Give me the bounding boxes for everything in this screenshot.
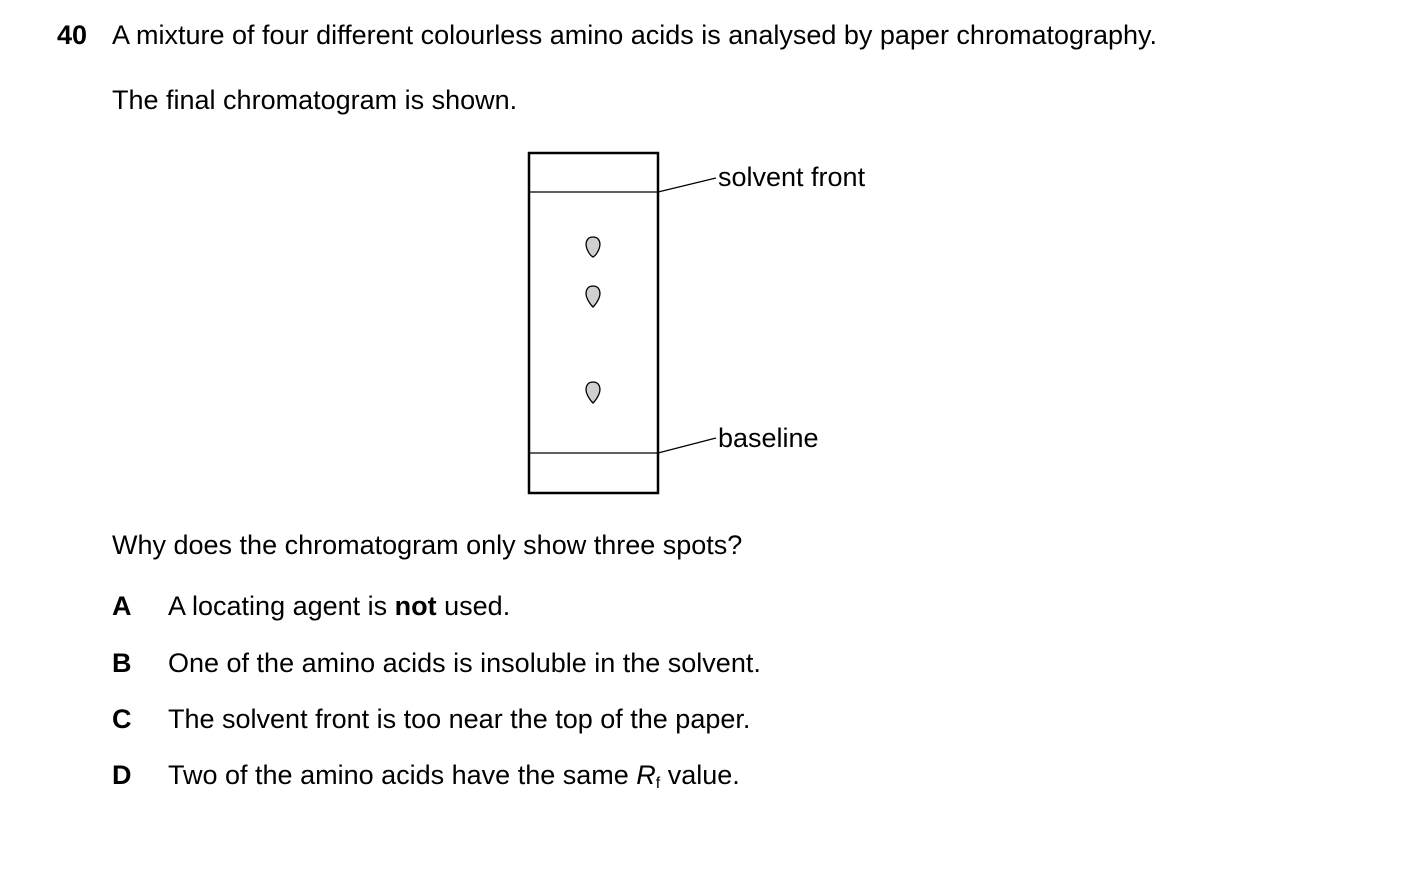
option-c-text: The solvent front is too near the top of the paper. [168, 704, 751, 734]
chromatography-paper [529, 153, 658, 493]
question-prompt: Why does the chromatogram only show three spots? [112, 530, 743, 560]
option-a-emphasis: not [394, 591, 437, 621]
rf-symbol: R [636, 760, 656, 790]
chromatogram-diagram [500, 140, 920, 505]
solvent-front-leader [658, 178, 716, 192]
option-d-text: Two of the amino acids have the same $R_f$ value. [168, 760, 740, 792]
option-d-letter: D [112, 760, 132, 790]
option-b-letter: B [112, 648, 132, 678]
question-number: 40 [57, 20, 88, 50]
question-subtext: The final chromatogram is shown. [112, 85, 518, 115]
option-c-letter: C [112, 704, 132, 734]
baseline-leader [658, 438, 716, 453]
rf-subscript: f [655, 775, 661, 792]
solvent-front-label: solvent front [718, 162, 866, 192]
option-a-letter: A [112, 591, 132, 621]
baseline-label: baseline [718, 423, 819, 453]
question-stem: A mixture of four different colourless amino acids is analysed by paper chromatography. [112, 20, 1158, 50]
option-b-text: One of the amino acids is insoluble in the solvent. [168, 648, 761, 678]
option-a-text: A locating agent is not used. [168, 591, 511, 621]
